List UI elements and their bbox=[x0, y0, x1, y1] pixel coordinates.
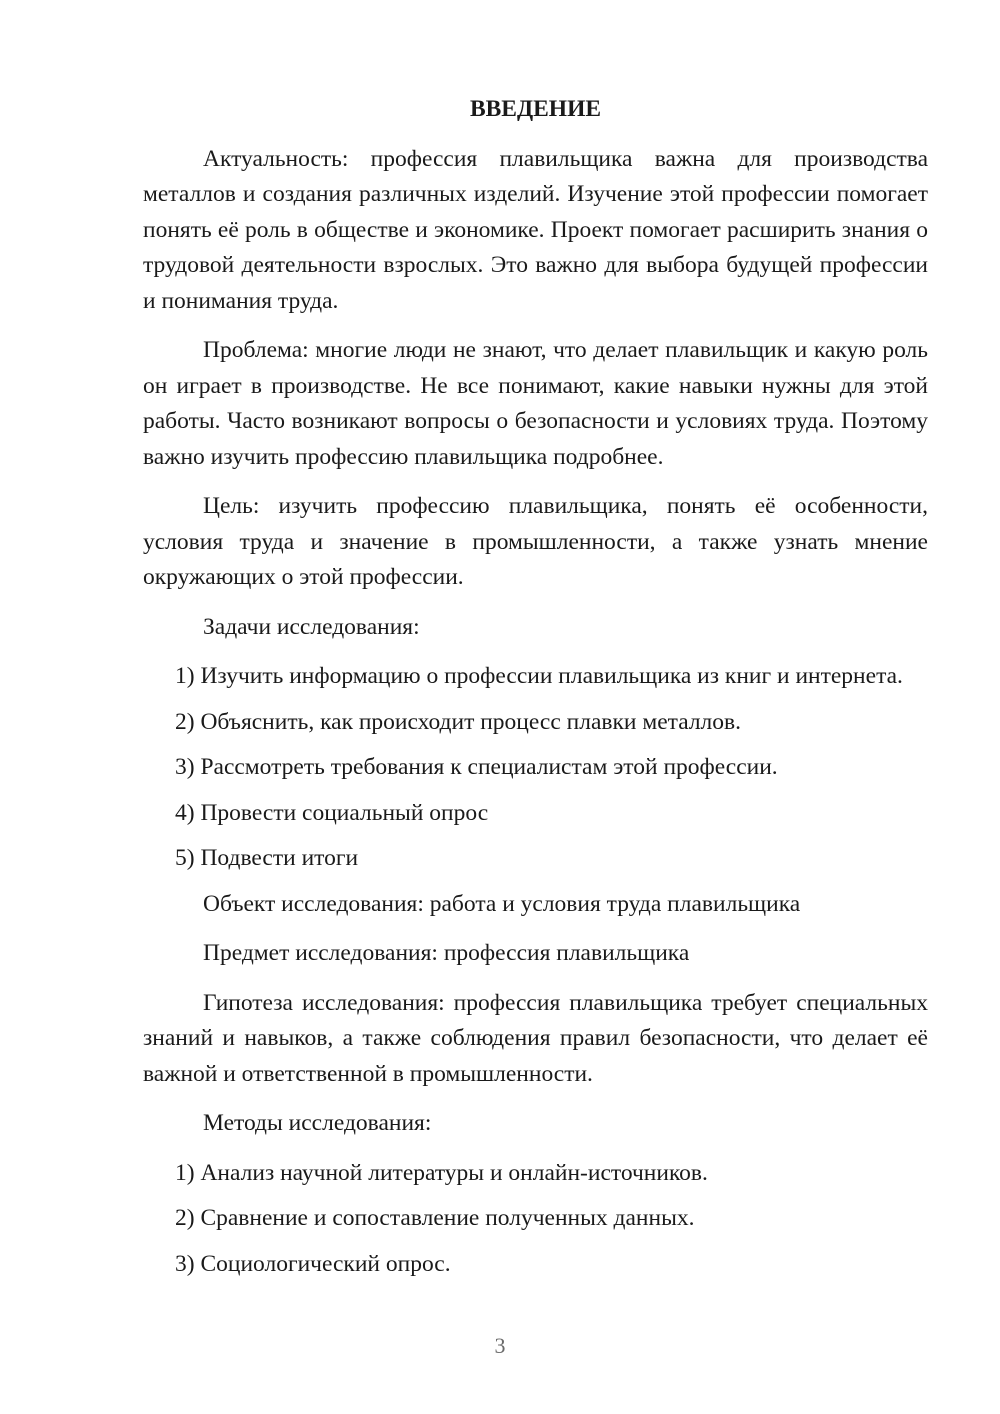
research-subject: Предмет исследования: профессия плавильщика bbox=[203, 940, 690, 966]
page-title: ВВЕДЕНИЕ bbox=[469, 96, 602, 122]
list-item: 4) Провести социальный опрос bbox=[175, 799, 489, 826]
methods-list bbox=[143, 1156, 928, 1283]
research-object: Объект исследования: работа и условия труда плавильщика bbox=[203, 890, 801, 917]
list-item: 3) Социологический опрос. bbox=[175, 1250, 451, 1277]
list-item: 2) Объяснить, как происходит процесс плавки металлов. bbox=[175, 708, 742, 735]
list-item: 1) Анализ научной литературы и онлайн-источников. bbox=[175, 1159, 708, 1186]
methods-heading: Методы исследования: bbox=[203, 1110, 432, 1136]
list-item: 3) Рассмотреть требования к специалистам этой профессии. bbox=[175, 754, 778, 780]
tasks-list bbox=[143, 659, 928, 877]
problem-paragraph: Проблема: многие люди не знают, что делает плавильщик и какую роль он играет в производстве. Не все понимают, какие навыки нужны для этой работы. Часто возникают вопросы о безопасности и условиях труда. Поэтому важно изучить профессию плавильщика подробнее. bbox=[143, 337, 928, 470]
list-item: 2) Сравнение и сопоставление полученных данных. bbox=[175, 1205, 695, 1231]
goal-paragraph: Цель: изучить профессию плавильщика, понять её особенности, условия труда и значение в промышленности, а также узнать мнение окружающих о этой профессии. bbox=[143, 493, 928, 590]
relevance-paragraph: Актуальность: профессия плавильщика важна для производства металлов и создания различных изделий. Изучение этой профессии помогает понять её роль в обществе и экономике. Проект помогает расширить знания о трудовой деятельности взрослых. Это важно для выбора будущей профессии и понимания труда. bbox=[143, 145, 928, 314]
document-page bbox=[143, 92, 928, 1292]
list-item: 5) Подвести итоги bbox=[175, 845, 359, 871]
list-item: 1) Изучить информацию о профессии плавильщика из книг и интернета. bbox=[175, 663, 903, 689]
tasks-heading: Задачи исследования: bbox=[203, 613, 420, 640]
hypothesis-paragraph: Гипотеза исследования: профессия плавильщика требует специальных знаний и навыков, а также соблюдения правил безопасности, что делает её важной и ответственной в промышленности. bbox=[143, 989, 928, 1087]
page-number: 3 bbox=[494, 1333, 506, 1358]
